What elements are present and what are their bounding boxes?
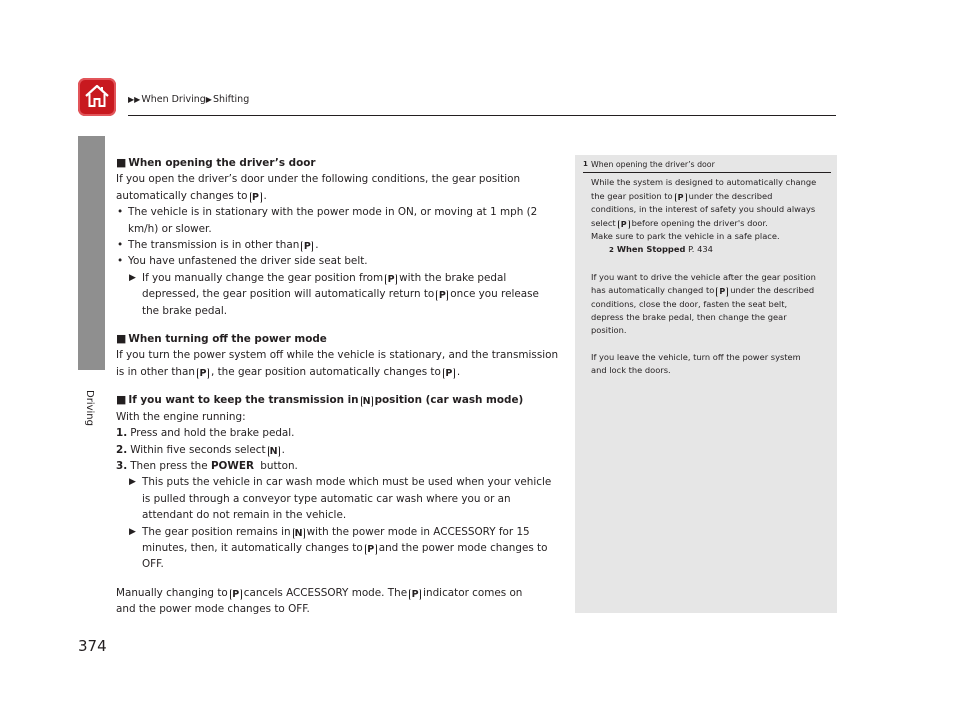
sidebar-text: While the system is designed to automatically change — [591, 177, 817, 188]
park-key-icon: P — [716, 287, 728, 297]
park-key-icon: P — [230, 589, 242, 600]
step-item: 1. Press and hold the brake pedal. — [116, 427, 295, 440]
neutral-key-icon: N — [293, 528, 305, 539]
sidebar-text: position. — [591, 325, 627, 336]
sub-item: ▶ The gear position remains in N with the power mode in ACCESSORY for 15 — [129, 525, 530, 539]
paragraph: Manually changing to P cancels ACCESSORY mode. The P indicator comes on — [116, 586, 523, 600]
park-key-icon: P — [385, 274, 397, 285]
paragraph: is in other than P , the gear position automatically changes to P . — [116, 365, 461, 379]
section-title: ■ If you want to keep the transmission in N position (car wash mode) — [116, 393, 524, 408]
home-button[interactable] — [78, 78, 116, 116]
list-item: • The vehicle is in stationary with the power mode in ON, or moving at 1 mph (2 — [117, 206, 538, 219]
sidebar-text: If you want to drive the vehicle after the gear position — [591, 271, 816, 282]
arrow-icon: ▶ — [129, 477, 136, 488]
section-square-icon: ■ — [116, 393, 127, 407]
sidebar-text: has automatically changed to P under the described — [591, 285, 815, 297]
sidebar-text: the gear position to P under the described — [591, 190, 773, 202]
paragraph: automatically changes to P . — [116, 189, 267, 203]
sub-item: is pulled through a conveyor type automatic car wash where you or an — [142, 492, 511, 505]
sidebar-text: select P before opening the driver's door. — [591, 217, 768, 229]
sub-item: OFF. — [142, 558, 164, 571]
list-item: • The transmission is in other than P . — [117, 239, 319, 253]
sidebar-note — [575, 155, 837, 613]
breadcrumb — [128, 94, 249, 105]
sidebar-text: depress the brake pedal, then change the gear — [591, 312, 787, 323]
sub-item: minutes, then, it automatically changes to P and the power mode changes to — [142, 541, 548, 555]
arrow-icon: ▶ — [129, 526, 136, 537]
header-rule — [128, 115, 836, 116]
park-key-icon: P — [197, 368, 209, 379]
step-item: 3. Then press the POWER button. — [116, 459, 298, 472]
park-key-icon: P — [365, 544, 377, 555]
section-title: ■ When turning off the power mode — [116, 332, 327, 346]
section-title: ■ When opening the driver’s door — [116, 156, 316, 169]
paragraph: If you turn the power system off while the vehicle is stationary, and the transmission — [116, 349, 559, 362]
home-icon — [83, 82, 111, 110]
sub-item: attendant do not remain in the vehicle. — [142, 509, 347, 522]
cross-reference-link[interactable]: 2 When Stopped P. 434 — [609, 244, 713, 255]
breadcrumb-arrow-icon: ▶ — [205, 95, 212, 104]
page-number: 374 — [78, 637, 107, 655]
neutral-key-icon: N — [361, 396, 373, 407]
sidebar-text: If you leave the vehicle, turn off the power system — [591, 351, 801, 362]
breadcrumb-item-shifting[interactable]: Shifting — [212, 94, 250, 105]
sidebar-rule — [583, 172, 831, 173]
reference-arrow-icon: 2 — [609, 246, 614, 255]
chapter-label: Driving — [84, 390, 95, 426]
park-key-icon: P — [409, 589, 421, 600]
list-item: • You have unfastened the driver side seat belt. — [117, 255, 368, 268]
section-square-icon: ■ — [116, 156, 127, 169]
paragraph: If you open the driver’s door under the following conditions, the gear position — [116, 173, 521, 186]
sub-item: the brake pedal. — [142, 304, 228, 317]
sub-item: depressed, the gear position will automatically return to P once you release — [142, 288, 539, 302]
breadcrumb-item-when-driving[interactable]: When Driving — [141, 94, 206, 105]
sub-item: ▶ If you manually change the gear position from P with the brake pedal — [129, 271, 507, 285]
sub-item: ▶ This puts the vehicle in car wash mode which must be used when your vehicle — [116, 474, 561, 490]
sidebar-heading: 1 When opening the driver’s door — [583, 158, 831, 171]
sidebar-text: conditions, in the interest of safety you should always — [591, 204, 816, 215]
sidebar-text: conditions, close the door, fasten the seat belt, — [591, 298, 788, 309]
park-key-icon: P — [675, 193, 687, 203]
note-marker-icon: 1 — [583, 160, 588, 168]
park-key-icon: P — [250, 192, 262, 203]
list-item: km/h) or slower. — [128, 222, 212, 235]
sidebar-text: and lock the doors. — [591, 365, 671, 376]
park-key-icon: P — [436, 290, 448, 301]
park-key-icon: P — [443, 368, 455, 379]
breadcrumb-arrow-icon: ▶▶ — [128, 95, 141, 104]
park-key-icon: P — [301, 241, 313, 252]
arrow-icon: ▶ — [129, 272, 136, 283]
paragraph: With the engine running: — [116, 410, 246, 423]
sidebar-text: Make sure to park the vehicle in a safe place. — [591, 231, 780, 242]
section-square-icon: ■ — [116, 332, 127, 346]
chapter-tab[interactable] — [78, 136, 105, 370]
park-key-icon: P — [618, 220, 630, 230]
neutral-key-icon: N — [268, 446, 280, 457]
step-item: 2. Within five seconds select N . — [116, 443, 285, 457]
main-content — [116, 155, 561, 618]
paragraph: and the power mode changes to OFF. — [116, 603, 310, 616]
